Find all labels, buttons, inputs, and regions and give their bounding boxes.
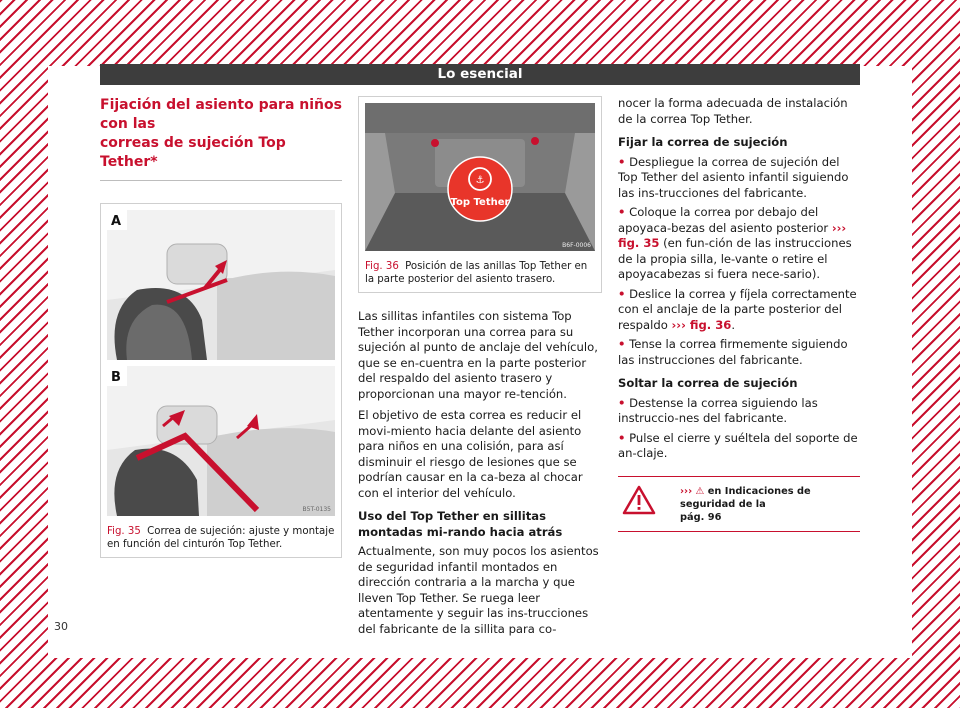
panel-b-label: B — [111, 370, 121, 385]
figure-36-illustration — [365, 103, 595, 251]
svg-text:⚓: ⚓ — [475, 175, 485, 186]
page-number: 30 — [54, 620, 68, 633]
figure-35-ref: Fig. 35 — [107, 526, 141, 537]
list-item: • Despliegue la correa de sujeción del Top Tether del asiento infantil siguiendo las ins-trucciones del fabricante. — [618, 154, 849, 200]
body-text-middle — [358, 309, 602, 637]
subheading-release-strap: Soltar la correa de sujeción — [618, 376, 798, 390]
figure-35-caption-text: Correa de sujeción: ajuste y montaje en función del cinturón Top Tether. — [107, 526, 335, 550]
fig-35-link[interactable]: ››› fig. 35 — [618, 220, 847, 250]
section-title-line1: Fijación del asiento para niños con las — [100, 97, 342, 132]
column-right — [618, 96, 860, 532]
column-middle — [358, 96, 602, 643]
list-item: • Pulse el cierre y suéltela del soporte de an-claje. — [618, 430, 858, 460]
panel-a-label: A — [111, 214, 122, 229]
section-title — [100, 96, 342, 181]
fig-36-link[interactable]: ››› fig. 36 — [671, 317, 732, 332]
list-item: • Deslice la correa y fíjela correctamente con el anclaje de la parte posterior del respaldo ››› fig. 36. — [618, 286, 857, 332]
warning-box — [618, 476, 860, 532]
list-item: • Tense la correa firmemente siguiendo las instrucciones del fabricante. — [618, 337, 848, 367]
small-warning-icon: ⚠ — [695, 485, 705, 497]
list-item: • Coloque la correa por debajo del apoyaca-bezas del asiento posterior ››› fig. 35 (en fun-ción de las instrucciones de la propia silla, le-vante o retire el apoyacabezas si fuera nece-sario). — [618, 205, 852, 281]
paragraph-1: Las sillitas infantiles con sistema Top Tether incorporan una correa para su sujeción al punto de anclaje del vehículo, que se en-cuentra en la parte posterior del respaldo del asiento trasero y proporcionan una mayor re-tención. — [358, 309, 598, 401]
figure-35-illustration — [107, 210, 335, 516]
figure-35-caption — [107, 525, 335, 551]
figure-35 — [100, 203, 342, 558]
figure-36-caption — [365, 260, 595, 286]
paragraph-3: Actualmente, son muy pocos los asientos de seguridad infantil montados en dirección contraria a la marcha y que lleven Top Tether. Se ruega leer atentamente y seguir las ins-trucciones del fabricante de la sillita para co- — [358, 544, 599, 636]
subheading-rearward: Uso del Top Tether en sillitas montadas mi-rando hacia atrás — [358, 509, 563, 539]
warning-reference[interactable]: ››› ⚠ en Indicaciones de seguridad de la pág. 96 — [680, 485, 811, 523]
figure-36-ref: Fig. 36 — [365, 261, 399, 272]
paragraph-2: El objetivo de esta correa es reducir el movi-miento hacia delante del asiento para niños en una colisión, para así disminuir el riesgo de lesiones que se podrían causar en la ca-beza al chocar con el interior del vehículo. — [358, 408, 583, 500]
list-item: • Destense la correa siguiendo las instruccio-nes del fabricante. — [618, 395, 818, 425]
figure-35-code: B5T-0135 — [302, 506, 331, 513]
top-tether-badge-text: Top Tether — [450, 197, 510, 208]
figure-36 — [358, 96, 602, 293]
paragraph-continued: nocer la forma adecuada de instalación de la correa Top Tether. — [618, 96, 848, 126]
figure-36-caption-text: Posición de las anillas Top Tether en la parte posterior del asiento trasero. — [365, 261, 588, 285]
subheading-fix-strap: Fijar la correa de sujeción — [618, 135, 788, 149]
section-title-line2: correas de sujeción Top Tether* — [100, 135, 286, 170]
warning-triangle-icon — [622, 485, 656, 515]
page-header: Lo esencial — [100, 64, 860, 85]
figure-36-code: B6F-0006 — [562, 242, 591, 249]
column-left — [100, 96, 342, 558]
